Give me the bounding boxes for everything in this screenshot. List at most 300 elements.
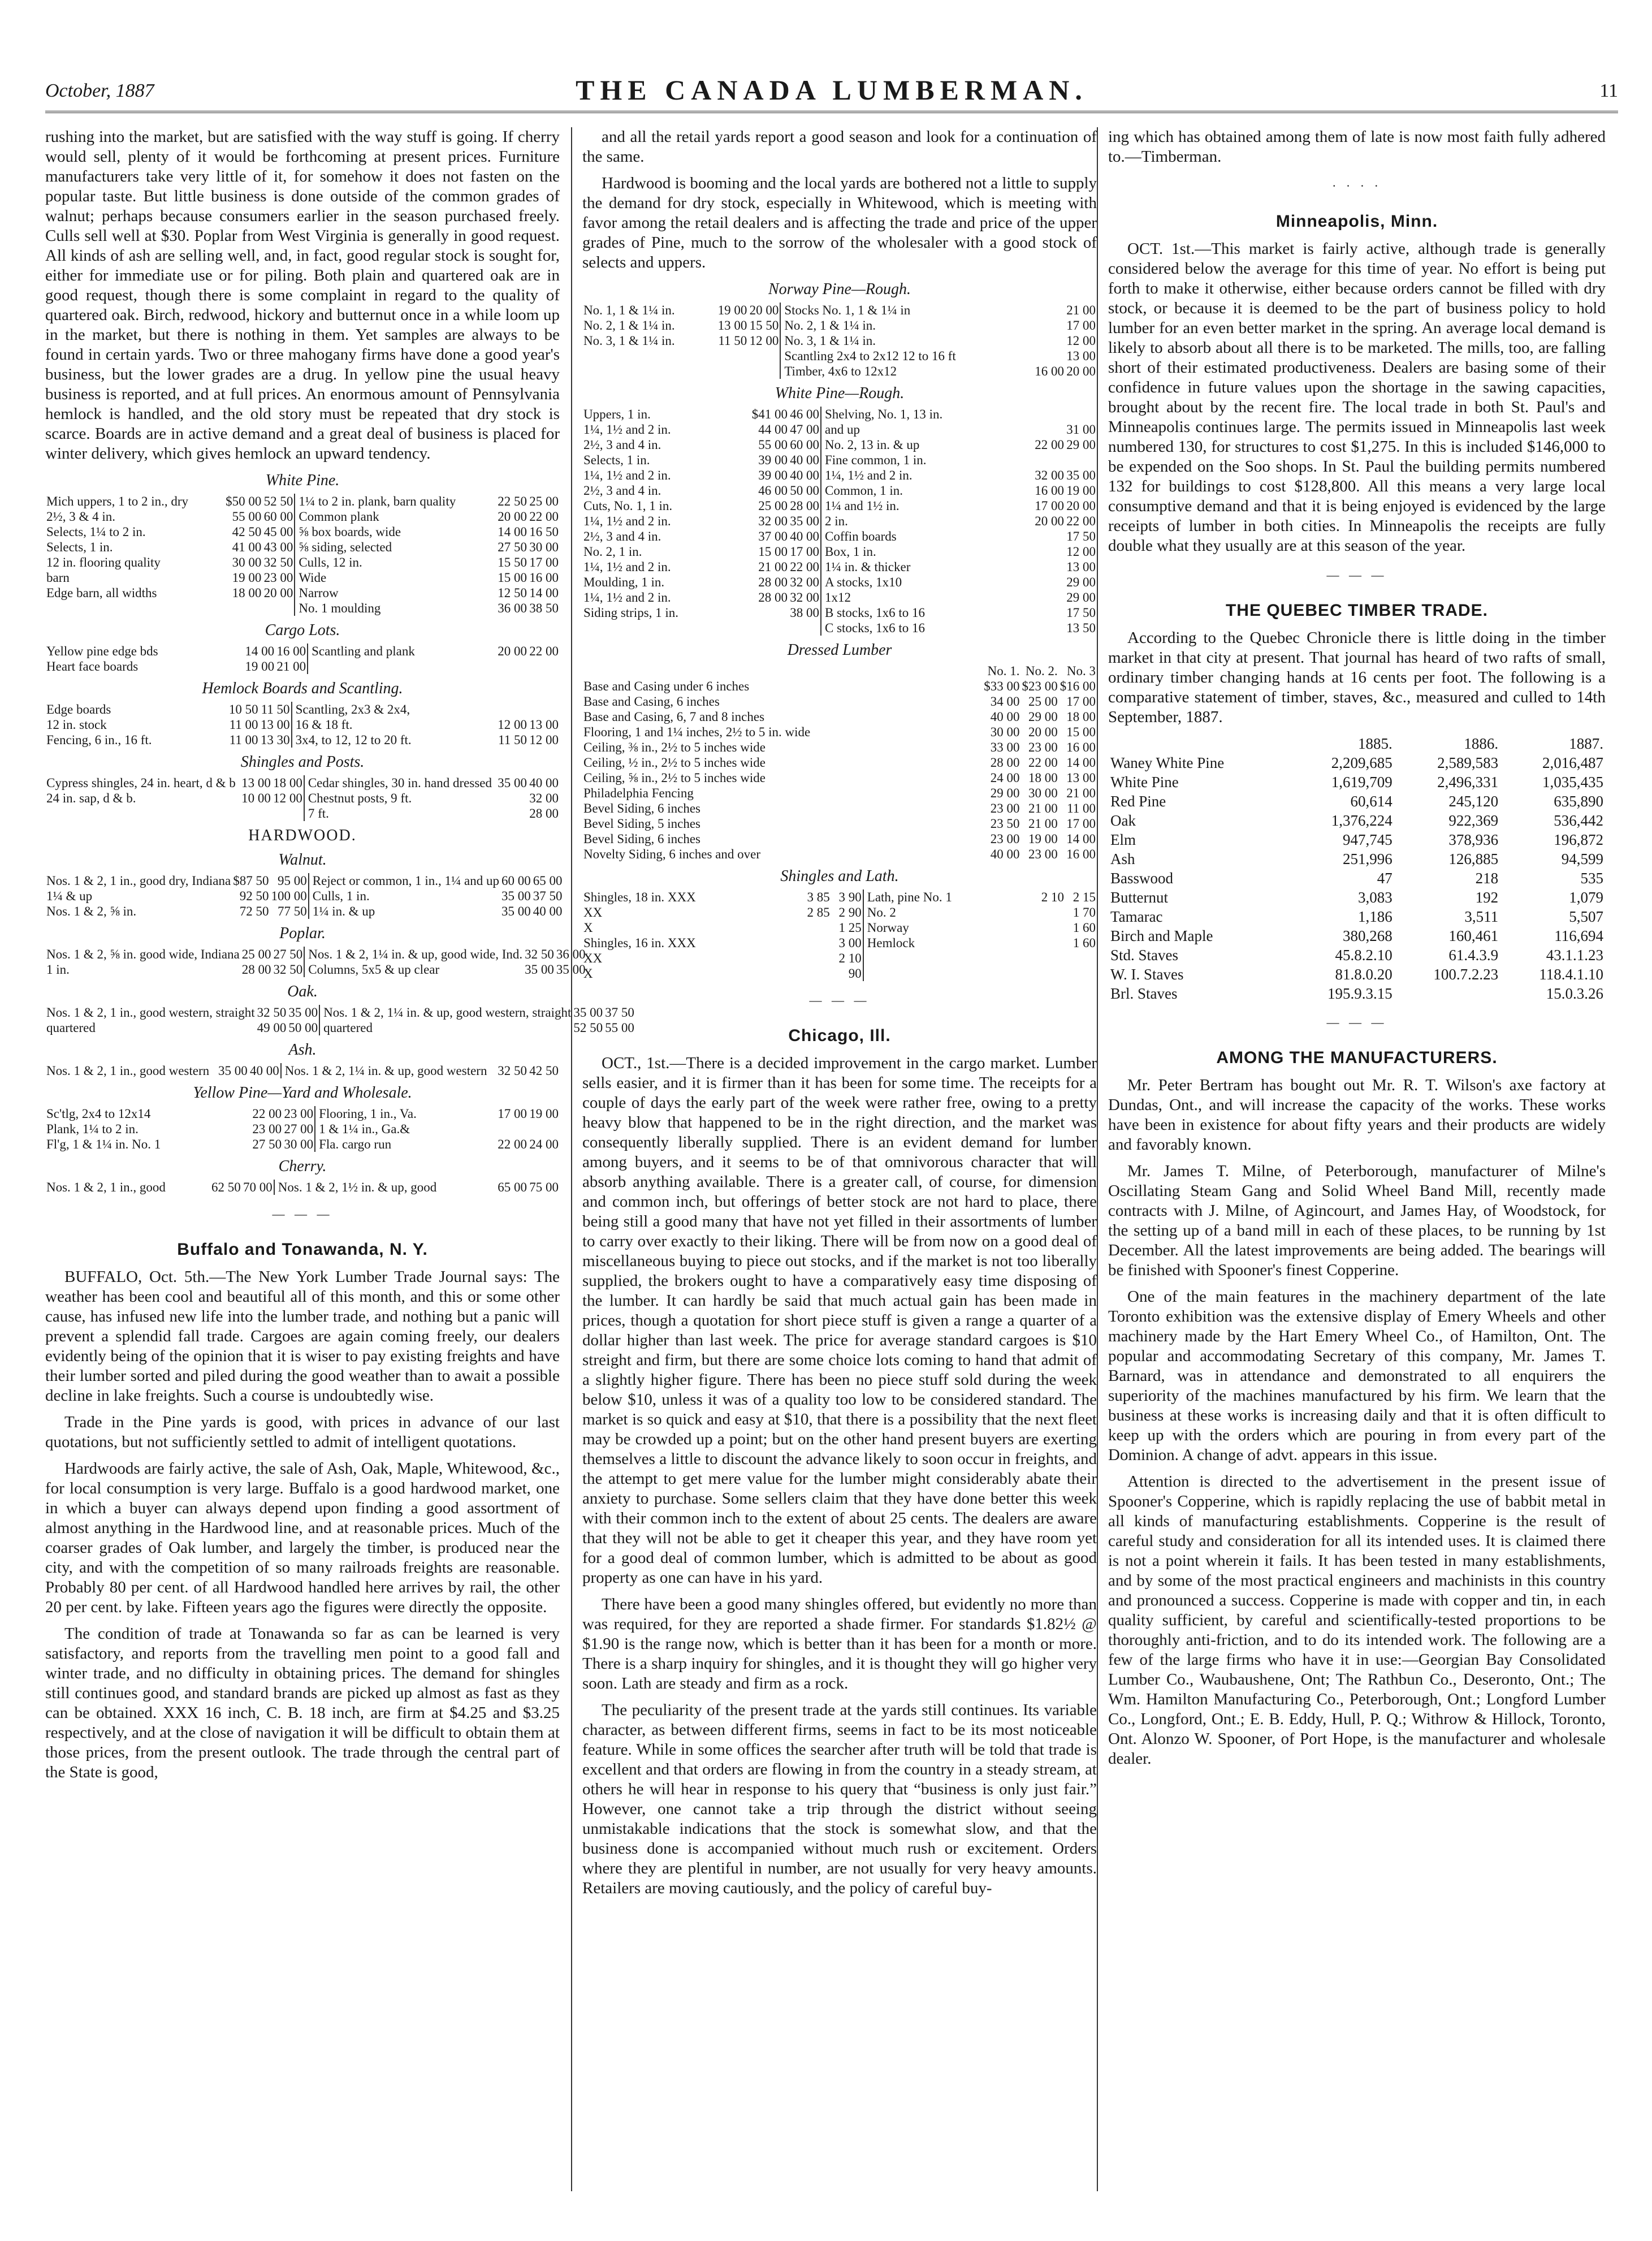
table-row — [1108, 869, 1606, 888]
table-row — [582, 694, 1097, 709]
item-name: Plank, 1¼ to 2 in. — [46, 1122, 139, 1136]
item-name: Reject or common, 1 in., 1¼ and up — [309, 873, 500, 888]
price-cell: 28 00 — [990, 755, 1020, 770]
price-cell: 12 00 — [1066, 545, 1096, 559]
price-cell — [799, 951, 831, 966]
price-cell: 14 00 — [498, 525, 527, 539]
quantity-cell: 378,936 — [1448, 831, 1499, 848]
price-cell: 15 50 — [749, 318, 779, 333]
price-cell: 11 00 — [1067, 801, 1096, 815]
manufacturers-article — [1108, 1076, 1606, 1769]
item-name: Ash — [1110, 850, 1135, 867]
price-cell: 22 00 — [1035, 438, 1064, 452]
price-cell: 2 15 — [1072, 890, 1096, 904]
item-name: Columns, 5x5 & up clear — [304, 962, 524, 977]
item-name: 3x4, to 12, 12 to 20 ft. — [292, 732, 496, 748]
price-cell: 100 00 — [271, 889, 307, 903]
price-cell: 20 00 — [1028, 725, 1058, 739]
item-name: Base and Casing, 6 inches — [583, 694, 720, 709]
table-row — [45, 873, 563, 888]
price-cell: 22 00 — [529, 644, 559, 658]
article-paragraph: Attention is directed to the advertisement in the present issue of Spooner's Copperine, which is rapidly replacing the use of babbit metal in all kinds of manufacturing establishments. Copperine is the result of careful study and consideration for all its intended uses. It is claimed there is not a point wherein it fails. It has been tested in many establishments, and by some of the most practical engineers and machinists in this country and pronounced a success. Copperine is made with copper and tin, in each quality sufficient, by careful and scientifically-tested proportions to be thoroughly anti-friction, and to do its intended work. The following are a few of the large firms who have it in use:—Georgian Bay Consolidated Lumber Co., Waubaushene, Ont; The Rathbun Co., Deseronto, Ont.; The Wm. Hamilton Manufacturing Co., Peterborough, Ont.; Longford Lumber Co., Longford, Ont.; E. B. Eddy, Hull, P. Q.; Withrow & Hillock, Toronto, Ont. Alonzo W. Spooner, of Port Hope, is the manufacturer and wholesale dealer. — [1108, 1473, 1606, 1768]
column-2 — [582, 127, 1097, 1905]
price-cell: 30 00 — [529, 540, 559, 554]
section-ash: Ash. — [288, 1041, 317, 1059]
price-cell: 15 00 — [758, 545, 788, 559]
table-row — [582, 605, 1097, 620]
price-cell: 21 00 — [1028, 801, 1058, 815]
table-row — [582, 905, 1097, 920]
table-row — [1108, 926, 1606, 945]
item-name: Butternut — [1110, 889, 1168, 906]
price-cell: 18 00 — [273, 776, 302, 790]
item-name: 1¼, 1½ and 2 in. — [583, 422, 671, 437]
table-row — [45, 509, 560, 524]
article-paragraph: Trade in the Pine yards is good, with prices in advance of our last quotations, but not sufficiently settled to admit of intelligent quotations. — [45, 1413, 560, 1451]
item-name: Shingles, 16 in. XXX — [583, 936, 696, 950]
section-walnut: Walnut. — [278, 851, 327, 869]
item-name: Norway — [863, 920, 1033, 935]
item-name: 1¼, 1½ and 2 in. — [583, 590, 671, 604]
item-name: 1¼ to 2 in. plank, barn quality — [295, 494, 496, 509]
item-name: Siding strips, 1 in. — [583, 606, 679, 620]
price-cell: 55 00 — [605, 1021, 634, 1035]
intro-paragraph: rushing into the market, but are satisfied with the way stuff is going. If cherry would sell, plenty of it would be forthcoming at present prices. Furniture manufacturers take very little of it, for somehow it does not fasten on the popular taste. But little business is done outside of the common grades of walnut; perhaps because consumers earlier in the season purchased freely. Culls sell well at $30. Poplar from West Virginia is generally in good request. All kinds of ash are selling well, and, in fact, good regular stock is sought for, either for immediate use or for piling. Both plain and quartered oak are in good request, though there is some complaint in regard to the quality of quartered oak. Birch, redwood, hickory and butternut once in a while loom up in the market, but there is nothing in them. Yet samples are always to be found in certain yards. Two or three mahogany firms have done a good year's business, but the lower grades are a drug. In yellow pine the usual heavy business is reported, and at full prices. An enormous amount of Pennsylvania hemlock is handled, and the old story must be repeated that dry stock is scarce. Boards are in active demand and a great deal of business is placed for winter delivery, which gives hemlock an upward tendency. — [45, 128, 560, 463]
table-row — [582, 513, 1097, 529]
year-header: 1885. — [1358, 735, 1392, 752]
section-poplar: Poplar. — [279, 925, 326, 942]
item-name: XX — [583, 951, 603, 965]
item-name: quartered — [46, 1021, 96, 1035]
item-name: No. 2 — [863, 905, 1033, 920]
table-row — [582, 483, 1097, 498]
price-cell: 1 60 — [1072, 921, 1096, 935]
price-cell: 14 00 — [1066, 755, 1096, 770]
article-paragraph: The peculiarity of the present trade at the yards still continues. Its variable character, as between different firms, seems in fact to be its most noticeable feature. While in some offices the searcher after truth will be told that trade is excellent and that orders are flowing in from the country in a steady stream, at others he will hear in response to his query that “business is only just fair.” However, one cannot take a trip through the district without seeing unmistakable indications that the stock is somewhat slow, and that the business done is accompanied without much rush or excitement. Orders where they are plentiful in number, are not usually for very heavy amounts. Retailers are moving cautiously, and the policy of careful buy- — [582, 1701, 1097, 1897]
item-name: Cypress shingles, 24 in. heart, d & b — [46, 776, 236, 790]
item-name: No. 3, 1 & 1¼ in. — [780, 333, 1033, 348]
section-norway: Norway Pine—Rough. — [768, 280, 911, 298]
quantity-cell: 2,589,583 — [1437, 754, 1499, 771]
quantity-cell: 192 — [1475, 889, 1499, 906]
price-cell: 2 10 — [1041, 890, 1064, 904]
intro-paragraph: ing which has obtained among them of late is now most faith fully adhered to.—Timberman. — [1108, 128, 1606, 166]
item-name: Timber, 4x6 to 12x12 — [780, 364, 1033, 379]
page-header — [45, 74, 1618, 107]
price-cell — [1033, 905, 1065, 920]
item-name: Wide — [295, 570, 496, 585]
price-cell: 14 00 — [245, 644, 275, 658]
price-cell — [240, 806, 272, 821]
quantity-cell: 45.8.2.10 — [1335, 947, 1392, 964]
quantity-cell: 947,745 — [1343, 831, 1392, 848]
price-cell: 25 00 — [529, 494, 559, 508]
price-cell: 28 00 — [529, 806, 559, 821]
price-cell: 44 00 — [758, 422, 788, 437]
price-cell: 35 00 — [498, 776, 527, 790]
price-cell: 24 00 — [529, 1137, 559, 1151]
table-header-row — [1108, 734, 1606, 753]
price-cell: 42 50 — [232, 525, 262, 539]
item-name: Nos. 1 & 2, 1 in., good — [46, 1180, 166, 1194]
item-name — [45, 806, 240, 821]
price-cell: 23 00 — [990, 832, 1020, 846]
price-cell: 13 00 — [717, 318, 747, 333]
item-name: 2½, 3 and 4 in. — [583, 529, 661, 543]
table-row — [582, 679, 1097, 694]
item-name: No. 1, 1 & 1¼ in. — [583, 303, 675, 317]
item-name: X — [583, 921, 593, 935]
item-name: Chestnut posts, 9 ft. — [304, 791, 496, 806]
price-cell: 52 50 — [573, 1021, 603, 1035]
price-cell: 17 00 — [1035, 499, 1064, 513]
item-name: ⅝ box boards, wide — [295, 524, 496, 539]
price-cell: 13 00 — [260, 718, 290, 732]
price-cell — [1065, 452, 1097, 468]
price-table — [45, 775, 560, 821]
price-cell: 70 00 — [243, 1180, 273, 1194]
price-cell: 29 00 — [1028, 710, 1058, 724]
price-cell: 23 00 — [284, 1107, 314, 1121]
quantity-cell: 43.1.1.23 — [1546, 947, 1603, 964]
item-name: 1¼ in. & up — [309, 904, 500, 919]
price-cell: 31 00 — [1066, 422, 1096, 437]
price-cell: 17 00 — [529, 555, 559, 569]
table-row — [582, 348, 1097, 364]
price-cell: 52 50 — [263, 494, 293, 508]
price-cell: 22 00 — [1066, 514, 1096, 528]
price-cell: 13 00 — [1066, 349, 1096, 363]
quantity-cell: 2,016,487 — [1542, 754, 1603, 771]
price-cell: 40 00 — [533, 904, 563, 918]
item-name: 2½, 3 and 4 in. — [583, 483, 661, 498]
price-cell: 32 00 — [1035, 468, 1064, 482]
item-name: Bevel Siding, 5 inches — [583, 817, 700, 831]
price-cell: 29 00 — [990, 786, 1020, 800]
article-paragraph: Mr. James T. Milne, of Peterborough, manufacturer of Milne's Oscillating Steam Gang and Solid Wheel Band Mill, recently made contracts with J. Milne, of Agincourt, and James Hay, of Woodstock, for the setting up of a band mill in each of these places, to be running by 1st December. All the latest improvements are being added. The bearings will be finished with Spooner's finest Copperine. — [1108, 1162, 1606, 1279]
price-cell: 46 00 — [790, 407, 819, 421]
quantity-cell: 245,120 — [1448, 793, 1499, 810]
item-name: Oak — [1110, 812, 1136, 829]
price-cell: 29 00 — [1066, 575, 1096, 589]
price-cell: 15 00 — [498, 571, 527, 585]
section-white-pine: White Pine. — [265, 472, 340, 489]
quantity-cell: 1,376,224 — [1331, 812, 1392, 829]
price-cell: 30 00 — [284, 1137, 314, 1151]
item-name: ⅝ siding, selected — [295, 539, 496, 555]
item-name — [582, 348, 716, 364]
price-cell — [716, 364, 748, 379]
quantity-cell: 3,083 — [1358, 889, 1392, 906]
price-cell — [1033, 303, 1065, 318]
price-cell: 20 00 — [498, 644, 527, 658]
quantity-cell: 1,079 — [1569, 889, 1603, 906]
price-cell: 22 00 — [529, 509, 559, 524]
price-cell: 40 00 — [790, 468, 819, 482]
table-row — [45, 539, 560, 555]
price-cell — [1033, 348, 1065, 364]
price-cell: 33 00 — [990, 740, 1020, 754]
price-cell: 23 00 — [263, 571, 293, 585]
price-cell: 46 00 — [758, 483, 788, 498]
item-name: Ceiling, ⅜ in., 2½ to 5 inches wide — [583, 740, 766, 754]
price-cell: 50 00 — [790, 483, 819, 498]
section-divider: — — — — [1326, 568, 1387, 582]
price-cell: 21 00 — [276, 659, 306, 673]
item-name: 1¼, 1½ and 2 in. — [583, 560, 671, 574]
item-name: Base and Casing, 6, 7 and 8 inches — [583, 710, 765, 724]
table-row — [1108, 849, 1606, 869]
quantity-cell: 160,461 — [1448, 927, 1499, 944]
article-paragraph: Hardwoods are fairly active, the sale of Ash, Oak, Maple, Whitewood, &c., for local consumption is very large. Buffalo is a good hardwood market, one in which a buyer can always depend upon finding a good assortment of almost anything in the Hardwood line, and at reasonable prices. Much of the coarser grades of Oak lumber, and largely the timber, is produced near the city, and with the competition of so many railroads freights are reasonable. Probably 80 per cent. of all Hardwood handled here arrives by rail, the other 20 per cent. by lake. Fifteen years ago the figures were directly the opposite. — [45, 1460, 560, 1616]
header-rule — [45, 111, 1618, 113]
price-cell: 35 00 — [790, 514, 819, 528]
item-name: Cedar shingles, 30 in. hand dressed — [304, 775, 496, 791]
item-name: A stocks, 1x10 — [821, 575, 1033, 590]
price-cell: 16 00 — [1066, 847, 1096, 861]
section-divider: — — — — [1326, 1015, 1387, 1029]
price-cell — [1033, 620, 1065, 636]
item-name: B stocks, 1x6 to 16 — [821, 605, 1033, 620]
table-row — [582, 966, 1097, 981]
item-name: Stocks No. 1, 1 & 1¼ in — [780, 303, 1033, 318]
section-divider: — — — — [272, 1207, 333, 1221]
table-row — [45, 888, 563, 904]
price-cell: 13 30 — [260, 733, 290, 747]
price-cell — [496, 659, 528, 674]
item-name: Fencing, 6 in., 16 ft. — [46, 733, 152, 747]
table-row — [1108, 792, 1606, 811]
price-cell: 12 50 — [498, 586, 527, 600]
price-cell — [496, 1121, 528, 1137]
price-cell: 13 00 — [529, 718, 559, 732]
price-cell: 32 50 — [498, 1064, 527, 1078]
price-cell: 35 00 — [288, 1005, 318, 1020]
item-name: No. 2, 1 & 1¼ in. — [583, 318, 675, 333]
item-name: Uppers, 1 in. — [583, 407, 651, 421]
item-name: No. 3, 1 & 1¼ in. — [583, 334, 675, 348]
item-name: 2 in. — [821, 513, 1033, 529]
section-shingles-lath: Shingles and Lath. — [780, 867, 899, 885]
item-name: 1¼ in. & thicker — [821, 559, 1033, 575]
item-name: Bevel Siding, 6 inches — [583, 832, 700, 846]
item-name: 7 ft. — [304, 806, 496, 821]
price-table — [45, 1005, 635, 1035]
price-cell: 2 85 — [807, 905, 830, 919]
table-row — [582, 318, 1097, 333]
item-name: No. 1 moulding — [295, 601, 496, 616]
price-cell — [1065, 951, 1097, 966]
price-cell — [751, 620, 789, 636]
price-cell: 23 00 — [990, 801, 1020, 815]
price-cell: 32 50 — [273, 962, 303, 977]
price-cell: 29 00 — [1066, 438, 1096, 452]
quantity-cell: 81.8.0.20 — [1335, 966, 1392, 983]
price-cell — [272, 806, 304, 821]
price-cell: 75 00 — [529, 1180, 559, 1194]
item-name: 24 in. sap, d & b. — [46, 791, 136, 805]
quantity-cell: 116,694 — [1554, 927, 1603, 944]
item-name: Flooring, 1 in., Va. — [315, 1106, 496, 1121]
price-cell: 35 00 — [573, 1005, 603, 1020]
item-name: 1x12 — [821, 590, 1033, 605]
price-cell: 11 50 — [498, 733, 527, 747]
price-cell: 13 50 — [1066, 621, 1096, 635]
quantity-cell: 922,369 — [1448, 812, 1499, 829]
price-cell: 95 00 — [277, 874, 307, 888]
table-row — [582, 890, 1097, 905]
quantity-cell: 536,442 — [1554, 812, 1603, 829]
price-cell — [1033, 529, 1065, 544]
item-name: 12 in. stock — [46, 718, 107, 732]
item-name: Selects, 1¼ to 2 in. — [46, 525, 146, 539]
item-name: Elm — [1110, 831, 1136, 848]
price-cell: 12 00 — [498, 718, 527, 732]
price-cell — [1065, 407, 1097, 422]
price-cell: 11 50 — [718, 334, 747, 348]
price-cell — [1065, 966, 1097, 981]
price-cell: 15 00 — [1066, 725, 1096, 739]
table-row — [582, 935, 1097, 951]
price-table — [45, 1106, 560, 1152]
price-cell: 1 25 — [838, 921, 862, 935]
price-cell: 27 50 — [252, 1137, 282, 1151]
price-cell: 43 00 — [263, 540, 293, 554]
price-cell: 39 00 — [758, 468, 788, 482]
price-cell: 24 00 — [990, 771, 1020, 785]
table-row — [45, 1137, 560, 1152]
column-3 — [1108, 127, 1606, 1776]
price-cell: 22 00 — [790, 560, 819, 574]
item-name: 12 in. flooring quality — [46, 555, 161, 569]
price-table — [45, 873, 563, 919]
item-name — [45, 601, 224, 616]
item-name: 1¼, 1½ and 2 in. — [583, 468, 671, 482]
price-cell: 37 00 — [758, 529, 788, 543]
table-row — [582, 709, 1097, 724]
price-cell: 1 60 — [1072, 936, 1096, 950]
price-cell: 10 50 — [228, 702, 258, 716]
item-name: Std. Staves — [1110, 947, 1179, 964]
minneapolis-article: OCT. 1st.—This market is fairly active, although trade is generally considered below the average for this time of year. No effort is being put forth to make it otherwise, either because orders cannot be filled with dry stock, or because it is deemed to be the part of business policy to hold lumber for an even better market in the spring. An average local demand is likely to absorb about all there is to be marketed. The mills, too, are falling short of their estimated productiveness. Dealers are basing some of their confidence in future values upon the shortage in the sawing capacities, brought about by the recent fire. The local trade in both St. Paul's and Minneapolis continues large. The permits issued in Minneapolis last week numbered 130, for structures to cost $1,275. In this is included $146,000 to be expended on the Soo shops. In St. Paul the building permits numbered 132 for buildings to cost $128,800. All this means a very large local consumptive demand and that it is being enjoyed is evidenced by the large receipts of lumber in both cities. In Minneapolis the receipts are fully double what they usually are at this season of the year. — [1108, 240, 1606, 555]
table-row — [45, 904, 563, 919]
price-cell — [716, 348, 748, 364]
table-row — [582, 590, 1097, 605]
page-number: 11 — [1599, 80, 1618, 101]
price-cell: 36 00 — [556, 947, 586, 961]
quantity-cell: 195.9.3.15 — [1327, 985, 1392, 1002]
price-cell — [751, 605, 789, 620]
price-cell: 22 00 — [252, 1107, 282, 1121]
price-cell — [262, 601, 295, 616]
price-cell: 16 00 — [529, 571, 559, 585]
price-table — [45, 947, 587, 977]
table-row — [45, 494, 560, 509]
item-name: 16 & 18 ft. — [292, 717, 496, 732]
price-cell: 2 10 — [838, 951, 862, 965]
table-row — [1108, 772, 1606, 792]
item-name: Basswood — [1110, 870, 1174, 887]
item-name: Ceiling, ⅝ in., 2½ to 5 inches wide — [583, 771, 766, 785]
price-cell: 27 50 — [273, 947, 303, 961]
section-oak: Oak. — [287, 983, 318, 1000]
item-name: Common plank — [295, 509, 496, 524]
price-cell: 19 00 — [717, 303, 747, 317]
item-name: Sc'tlg, 2x4 to 12x14 — [46, 1107, 151, 1121]
price-cell: 72 50 — [239, 904, 269, 918]
table-row — [45, 1063, 560, 1078]
table-row — [1108, 811, 1606, 830]
section-dressed: Dressed Lumber — [787, 641, 892, 659]
price-cell: 28 00 — [241, 962, 271, 977]
table-row — [582, 801, 1097, 816]
price-cell — [1033, 920, 1065, 935]
buffalo-heading: Buffalo and Tonawanda, N. Y. — [177, 1240, 428, 1259]
table-row — [1108, 830, 1606, 849]
price-cell: 37 50 — [605, 1005, 634, 1020]
item-name: Fl'g, 1 & 1¼ in. No. 1 — [46, 1137, 161, 1151]
item-name: Edge barn, all widths — [46, 586, 157, 600]
section-hemlock: Hemlock Boards and Scantling. — [202, 680, 403, 697]
price-cell: 23 00 — [1028, 740, 1058, 754]
price-cell — [1033, 452, 1065, 468]
price-cell: 25 00 — [758, 499, 788, 513]
quantity-cell: 94,599 — [1561, 850, 1603, 867]
price-cell: 65 00 — [533, 874, 563, 888]
table-row — [45, 947, 587, 962]
price-cell — [1033, 951, 1065, 966]
price-cell — [1033, 605, 1065, 620]
item-name: Ceiling, ½ in., 2½ to 5 inches wide — [583, 755, 766, 770]
table-row — [1108, 984, 1606, 1003]
price-cell: $87 50 — [233, 874, 269, 888]
table-row — [582, 816, 1097, 831]
year-header: 1887. — [1569, 735, 1603, 752]
price-cell: 34 00 — [990, 694, 1020, 709]
price-cell: 28 00 — [790, 499, 819, 513]
price-cell: 17 00 — [1066, 694, 1096, 709]
price-cell: 55 00 — [758, 438, 788, 452]
price-cell: 12 00 — [529, 733, 559, 747]
price-cell: 17 50 — [1066, 529, 1096, 543]
price-cell: 27 50 — [498, 540, 527, 554]
item-name: 1 in. — [46, 962, 70, 977]
item-name: No. 2, 1 & 1¼ in. — [780, 318, 1033, 333]
price-cell: 60 00 — [263, 509, 293, 524]
quantity-cell: 60,614 — [1350, 793, 1392, 810]
item-name: Nos. 1 & 2, 1½ in. & up, good — [274, 1180, 496, 1195]
dressed-table — [582, 663, 1097, 862]
table-row — [45, 732, 560, 748]
quantity-cell: 251,996 — [1343, 850, 1392, 867]
price-cell — [528, 659, 560, 674]
manufacturers-heading: AMONG THE MANUFACTURERS. — [1216, 1048, 1498, 1067]
price-cell: 18 00 — [1028, 771, 1058, 785]
price-cell: 20 00 — [1035, 514, 1064, 528]
item-name — [863, 951, 1033, 966]
quantity-cell: 61.4.3.9 — [1448, 947, 1499, 964]
item-name: Box, 1 in. — [821, 544, 1033, 559]
column-rule-2 — [1097, 127, 1098, 2191]
item-name: Shelving, No. 1, 13 in. — [821, 407, 1033, 422]
table-row — [582, 785, 1097, 801]
price-cell: 42 50 — [529, 1064, 559, 1078]
table-row — [582, 740, 1097, 755]
price-cell: 1 70 — [1072, 905, 1096, 919]
table-row — [45, 1180, 560, 1195]
price-cell: 19 00 — [529, 1107, 559, 1121]
price-cell: 23 00 — [252, 1122, 282, 1136]
